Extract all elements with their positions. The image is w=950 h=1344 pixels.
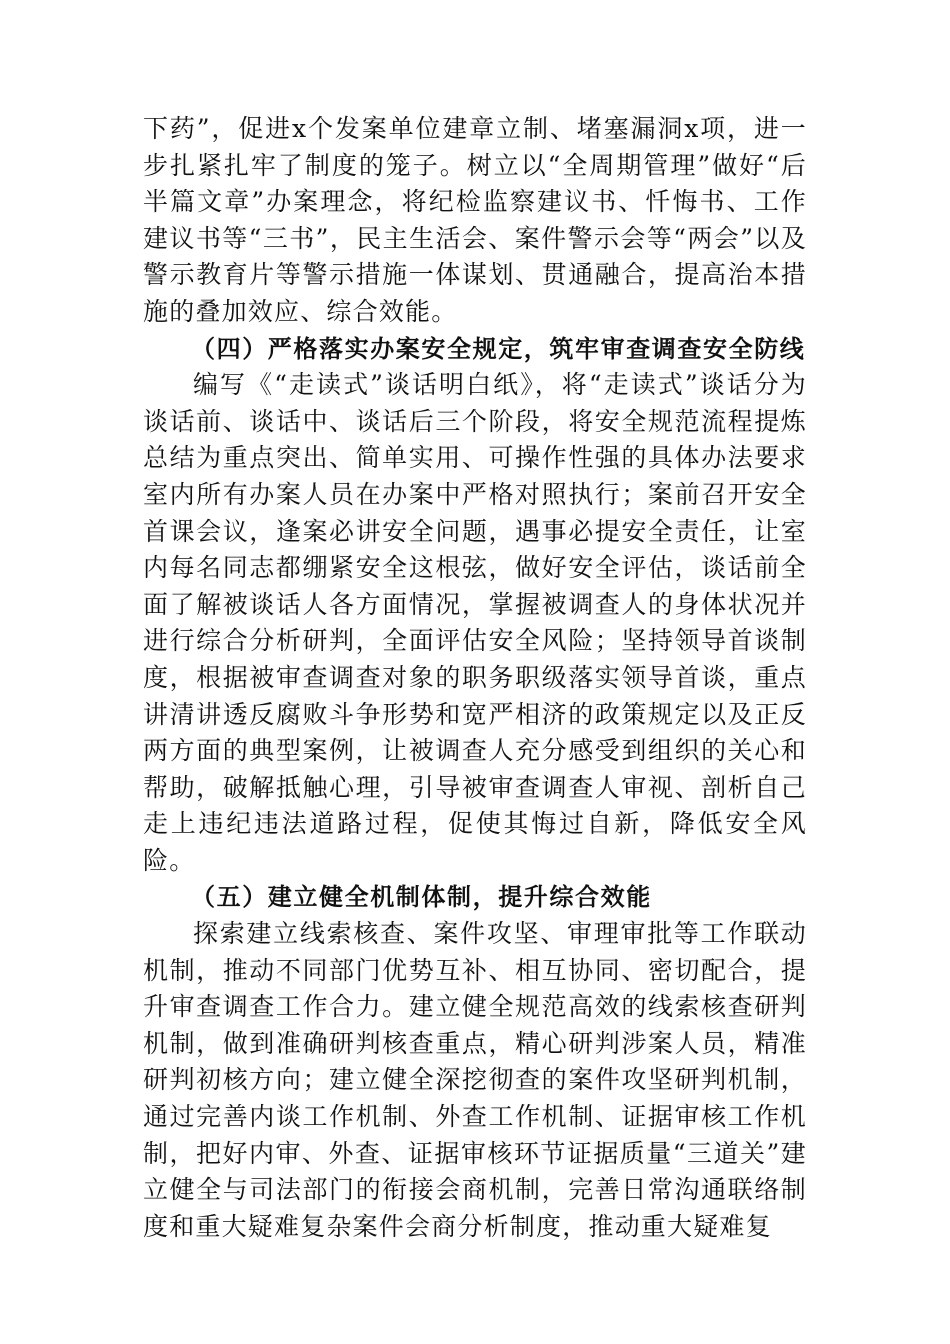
body-paragraph-2: 编写《“走读式”谈话明白纸》，将“走读式”谈话分为谈话前、谈话中、谈话后三个阶段，将安全规范流程提炼总结为重点突出、简单实用、可操作性强的具体办法要求室内所有办案人员在办案中严格对照执行；案前召开安全首课会议，逢案必讲安全问题，遇事必提安全责任，让室内每名同志都绷紧安全这根弦，做好安全评估，谈话前全面了解被谈话人各方面情况，掌握被调查人的身体状况并进行综合分析研判，全面评估安全风险；坚持领导首谈制度，根据被审查调查对象的职务职级落实领导首谈，重点讲清讲透反腐败斗争形势和宽严相济的政策规定以及正反两方面的典型案例，让被调查人充分感受到组织的关心和帮助，破解抵触心理，引导被审查调查人审视、剖析自己走上违纪违法道路过程，促使其悔过自新，降低安全风险。	[143, 370, 807, 875]
body-paragraph-1: 下药”，促进x个发案单位建章立制、堵塞漏洞x项，进一步扎紧扎牢了制度的笼子。树立以“全周期管理”做好“后半篇文章”办案理念，将纪检监察建议书、忏悔书、工作建议书等“三书”，民主生活会、案件警示会等“两会”以及警示教育片等警示措施一体谋划、贯通融合，提高治本措施的叠加效应、综合效能。	[143, 114, 807, 326]
document-page	[143, 111, 807, 1245]
section-heading-5: （五）建立健全机制体制，提升综合效能	[191, 883, 652, 912]
body-paragraph-3: 探索建立线索核查、案件攻坚、审理审批等工作联动机制，推动不同部门优势互补、相互协同、密切配合，提升审查调查工作合力。建立健全规范高效的线索核查研判机制，做到准确研判核查重点，精心研判涉案人员，精准研判初核方向；建立健全深挖彻查的案件攻坚研判机制，通过完善内谈工作机制、外查工作机制、证据审核工作机制，把好内审、外查、证据审核环节证据质量“三道关”建立健全与司法部门的衔接会商机制，完善日常沟通联络制度和重大疑难复杂案件会商分析制度，推动重大疑难复	[143, 919, 807, 1241]
section-heading-4: （四）严格落实办案安全规定，筑牢审查调查安全防线	[191, 334, 806, 363]
